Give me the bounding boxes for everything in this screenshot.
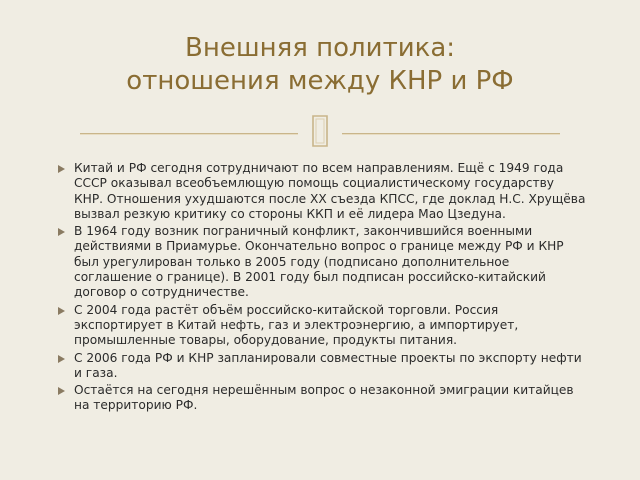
triangle-bullet-icon	[58, 228, 65, 236]
bullet-text: Остаётся на сегодня нерешённым вопрос о незаконной эмиграции китайцев на территорию РФ.	[74, 383, 574, 413]
bullet-text: В 1964 году возник пограничный конфликт, закончившийся военными действиями в Приамурье. Окончательно вопрос о границе между РФ и КНР был урегулирован только в 2005 году (подписано дополнительное соглашение о границе). В 2001 году был подписан российско-китайский договор о сотрудничестве.	[74, 224, 564, 300]
bullet-list	[58, 161, 586, 416]
bullet-item	[58, 303, 586, 349]
bullet-item	[58, 224, 586, 300]
slide-title	[60, 32, 580, 98]
bullet-text: Китай и РФ сегодня сотрудничают по всем направлениям. Ещё с 1949 года СССР оказывал всеобъемлющую помощь социалистическому государству КНР. Отношения ухудшаются после XX съезда КПСС, где доклад Н.С. Хрущёва вызвал резкую критику со стороны ККП и её лидера Мао Цзедуна.	[74, 161, 586, 221]
divider-rule-left	[80, 133, 298, 134]
bullet-item	[58, 351, 586, 382]
bullet-item	[58, 383, 586, 414]
bullet-text: С 2006 года РФ и КНР запланировали совместные проекты по экспорту нефти и газа.	[74, 350, 582, 380]
triangle-bullet-icon	[58, 355, 65, 363]
slide-title-line-2: отношения между КНР и РФ	[126, 66, 514, 96]
slide-title-line-1: Внешняя политика:	[184, 33, 456, 63]
bullet-item	[58, 161, 586, 222]
bracket-ornament-icon	[309, 114, 331, 148]
divider-rule-right	[342, 133, 560, 134]
triangle-bullet-icon	[58, 165, 65, 173]
triangle-bullet-icon	[58, 307, 65, 315]
triangle-bullet-icon	[58, 387, 65, 395]
title-divider	[80, 112, 560, 152]
bullet-text: С 2004 года растёт объём российско-китайской торговли. Россия экспортирует в Китай нефть, газ и электроэнергию, а импортирует, промышленные товары, оборудование, продукты питания.	[74, 302, 519, 348]
